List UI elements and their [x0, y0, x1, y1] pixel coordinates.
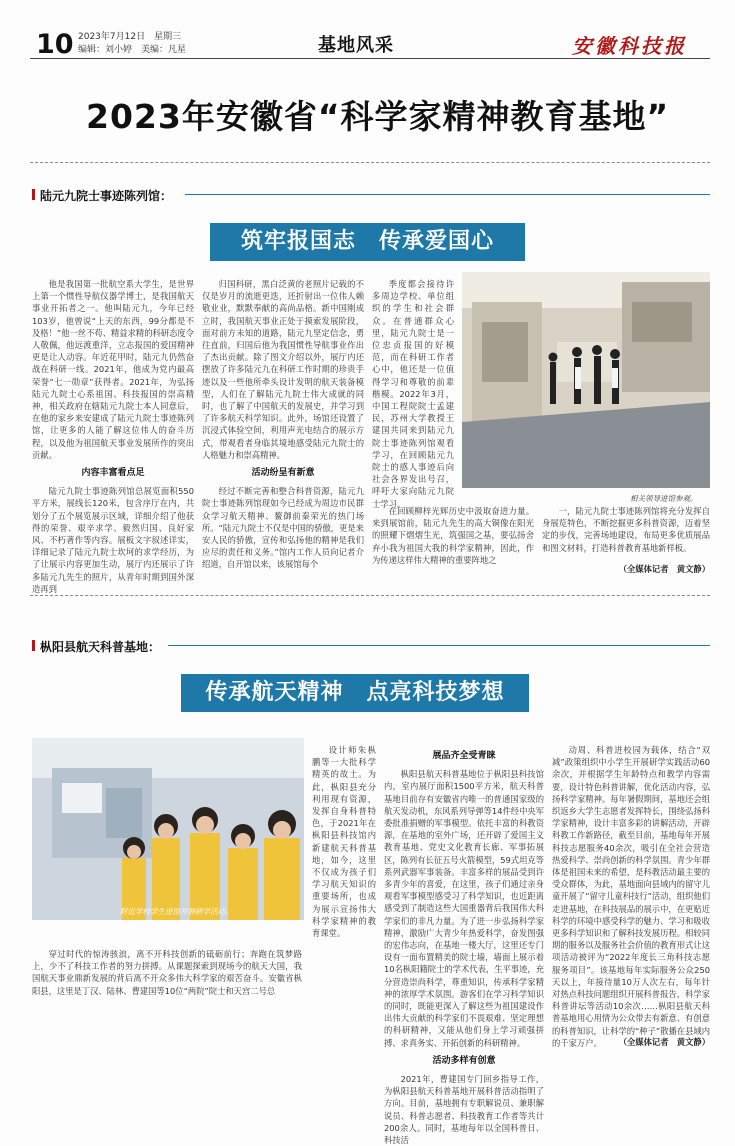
exhibition-photo-caption: 相关领导进馆参观。 — [630, 494, 698, 503]
students-visit-photo — [32, 738, 304, 920]
article2-tag-line — [168, 645, 710, 646]
article2-column-1-right — [312, 744, 376, 1014]
students-photo-caption: 附近学校学生进馆开展研学活动。 — [120, 907, 233, 916]
article1-column-3 — [372, 278, 454, 509]
newspaper-logo: 安徽科技报 — [572, 34, 687, 58]
article2-paragraph: 动周、科普进校园为载体，结合“双减”政策组织中小学生开展研学实践活动60余次，并根据学生年龄特点和教学内容需要，设计特色科普讲解，优化活动内容，弘扬科学家精神。每年暑假期间，基地还会组织返乡大学生志愿者发挥特长，围绕弘扬科学家精神，设计丰富多彩的讲解活动，开辟科教工作新路径，截至目前，基地每年开展科技志愿服务40余次，吸引在全社会营造热爱科学、崇尚创新的科学氛围。青少年群体是祖国未来的希望，是科教活动最主要的受众群体，为此，基地面向县域内的留守儿童开展了“留守儿童科技行”活动，组织他们走进基地，在科技展品的展示中，在更贴近科学的环境中感受科学的魅力、学习和吸收更多科学知识和了解科技发展历程。相较同期的服务以及服务社会价值的教育形式让这项活动被评为“2022年度长三角科技志愿服务项目”。该基地每年实际服务公众250天以上，年接待量10万人次左右，每年针对热点科技问题组织开展科普报告，科学家科普讲坛等活动10余次……枞阳县航天科普基地用心用情为公众带去有新意、有创意的科普知识，让科学的“种子”散播在县域内的千家万户。 — [552, 745, 710, 1048]
article2-paragraph: 枞阳县航天科普基地位于枞阳县科技馆内，室内展厅面积1500平方米，航天科普基地目前存有安徽省内唯一的普通国家级的航天发动机，东风系列导弹等14件经中央军委批准捐赠的军事模型。依托丰富的科教资源，在基地的室外广场，还开辟了爱国主义教育基地、党史文化教育长廊、军事拓展区，陈列有长征五号火箭模型，59式坦克等系列武器军事装备。丰富多样的展品受到许多青少年的喜爱，在这里，孩子们通过亲身观看军事模型感受习了科学知识，也近距离感受到了制造这些大国重器背后我国伟大科学家们的非凡力量。为了进一步弘扬科学家精神，激励广大青少年热爱科学，奋发图强的宏伟志向，在基地一楼大厅，这里还专门设有一面布置精美的院士墙，墙面上展示着10名枞阳籍院士的学术代表，生平事迹，充分营造崇尚科学，尊重知识，传承科学家精神的浓厚学术氛围。游客们在学习科学知识的同时，既能更深入了解这些为祖国建设作出伟大贡献的科学家们不畏艰难、坚定理想的科研精神，又能从他们身上学习顽强拼搏、求真务实、开拓创新的科研精神。 — [384, 769, 544, 1048]
article1-paragraph: 一，陆元九院士事迹陈列馆将充分发挥自身展览特色，不断挖掘更多科普资源，迈着坚定的步伐，完善场地建设，布局更多优质展品和图文材料，打造科普教育基地新样板。 — [542, 506, 710, 553]
students-visit-illustration — [32, 738, 304, 920]
article1-paragraph: 经过不断完善和整合科普资源，陆元九院士事迹陈列馆现如今已经成为周边市民群众学习航天精神、鳌御前秦荣光的热门场所。“陆元九院士不仅是中国的骄傲，更是来安人民的骄傲，宣传和弘扬他的精神是我们应尽的责任和义务。”馆内工作人员向记者介绍道，自开馆以来，该展馆每个 — [202, 486, 364, 570]
article2-column-2 — [384, 744, 544, 1146]
article2-subject-tag: 枞阳县航天科普基地： — [32, 638, 160, 655]
title-divider — [30, 162, 710, 163]
article1-subheading-2: 活动纷呈有新意 — [251, 468, 315, 479]
article1-subheading-1: 内容丰富看点足 — [81, 468, 145, 479]
exhibition-hall-photo — [462, 272, 710, 488]
article1-paragraph: 陆元九院士事迹陈列馆总展览面积550平方米，展线长120米，包含序厅在内，共划分了五个展览展示区域，详细介绍了他获得的荣誉、艰辛求学、毅然归国、良好家风、不朽著作等内容。展板文字叙述详实，详细记录了陆元九院士坎坷的求学经历，为了让展示内容更加生动，展厅内还展示了许多陆元九先生的照片，从青年时期到国外深造再到 — [32, 486, 194, 594]
article1-column-3-bottom — [372, 505, 534, 577]
article1-tag-line — [185, 194, 710, 195]
article1-subject-tag: 陆元九院士事迹陈列馆： — [32, 187, 172, 204]
article2-paragraph: 设计师朱枞鹏等一大批科学精英的故土。为此，枞阳县充分利用现有资源，发挥自身科普特色，于2021年在枞阳县科技馆内新建航天科普基地，如今，这里不仅成为孩子们学习航天知识的重要场所，也成为展示宣扬伟大科学家精神的教育课堂。 — [312, 745, 376, 939]
article1-paragraph: 他是我国第一批航空系大学生，是世界上第一个惯性导航仪器学博士，是我国航天事业开拓者之一。他叫陆元九，今年已经103岁，他曾说“上天的东西，99分都是不及格！”他一丝不苟、精益求精的科研态度令人敬佩，他远渡重洋，立志报国的爱国精神更是让人动容。年近花甲时，陆元九仍然奋战在科研一线。2021年，他成为党内最高荣誉“七一勋章”获得者。2021年，为弘扬陆元九院士心系祖国、科技报国的崇高精神，相关政府在辖陆元九院士本人同意后，在他的家乡来安建成了陆元九院士事迹陈列馆，让更多的人能了解这位伟人的奋斗历程，以及他为祖国航天事业发展所作的突出贡献。 — [32, 279, 194, 460]
article2-headline: 传承航天精神 点亮科技梦想 — [181, 674, 529, 712]
header-rule — [30, 58, 710, 59]
article2-byline: （全媒体记者 黄文静） — [618, 1037, 710, 1047]
article-divider — [30, 595, 710, 596]
article1-paragraph: 归国科研，黑白泛黄的老照片记载的不仅是岁月的流逝更迭，还折射出一位伟人赖敬业业，默默奉献的高尚品格。新中国刚成立时，我国航天事业正处于摸索发展阶段，面对前方未知的道路，陆元九坚定信念，勇往直前，归国后他为我国惯性导航事业作出了杰出贡献。除了图文介绍以外，展厅内还摆放了许多陆元九在科研工作时期的珍贵手迹以及一些他所牵头设计发明的航天装备模型，人们在了解陆元九院士伟大成就的同时，也了解了中国航天的发展史，并学习到了许多航天科学知识。此外，场馆还设置了沉浸式体验空间，利用声光电结合的展示方式，带观看者身临其境地感受陆元九院士的人格魅力和崇高精神。 — [202, 279, 364, 460]
article2-paragraph: 2021年，曹建国专门回乡指导工作，为枞阳县航天科普基地开展科普活动指明了方向。目前，基地拥有专职解说员、兼职解说员、科普志愿者、科技教育工作者等共计200余人。同时，基地每年以全国科普日、科技活 — [384, 1074, 544, 1146]
article2-subheading-1: 展品齐全受青睐 — [432, 751, 496, 761]
article1-byline: （全媒体记者 黄文静） — [618, 564, 710, 574]
page-title: 2023年安徽省“科学家精神教育基地” — [86, 97, 670, 136]
issue-editors: 编辑：刘小婷 美编：凡星 — [78, 45, 187, 55]
article1-column-4 — [542, 505, 710, 557]
section-title: 基地风采 — [318, 35, 394, 56]
article1-headline: 筑牢报国志 传承爱国心 — [210, 223, 525, 261]
article1-paragraph: 季度都会接待许多周边学校、单位组织的学生和社会群众。在普通群众心里，陆元九院士是一位忠贞报国的好模范，而在科研工作者心中，他还是一位值得学习和尊敬的前辈楷模。2022年3月，中国工程院院士孟建民，苏州大学教授王建国共同来到陆元九院士事迹陈列馆观看学习，在回顾陆元九院士的感人事迹后向社会各界发出号召，呼吁大家向陆元九院士学习。 — [372, 279, 454, 509]
page-number: 10 — [36, 29, 74, 60]
article1-paragraph: 在回顾柳梓光辉历史中汲取奋进力量。来到展馆前，陆元九先生的高大铜像在阳光的照耀下熠熠生光，筑强国之基，要弘扬舍弃小我为祖国大我的科学家精神，因此，作为传递这样伟大精神的重要阵地之 — [372, 506, 534, 565]
issue-meta — [78, 31, 186, 57]
article2-paragraph: 穿过时代的惊涛骇浪，离不开科技创新的砥砺前行；奔跑在筑梦路上，少不了科技工作者的努力拼搏。从课题探索到现场今的航天大国，我国航天事业鼎新发展的背后离不开众多伟大科学家的艰苦奋斗。安徽省枞阳县，这里是丁汉、陆林、曹建国等10位“两院”院士和天宫二号总 — [32, 949, 302, 996]
article2-column-1-under — [32, 948, 302, 1038]
article1-column-1 — [32, 278, 194, 594]
article1-column-2 — [202, 278, 364, 576]
issue-date: 2023年7月12日 星期三 — [78, 32, 182, 42]
exhibition-hall-illustration — [462, 272, 710, 488]
article2-subheading-2: 活动多样有创意 — [432, 1055, 496, 1066]
